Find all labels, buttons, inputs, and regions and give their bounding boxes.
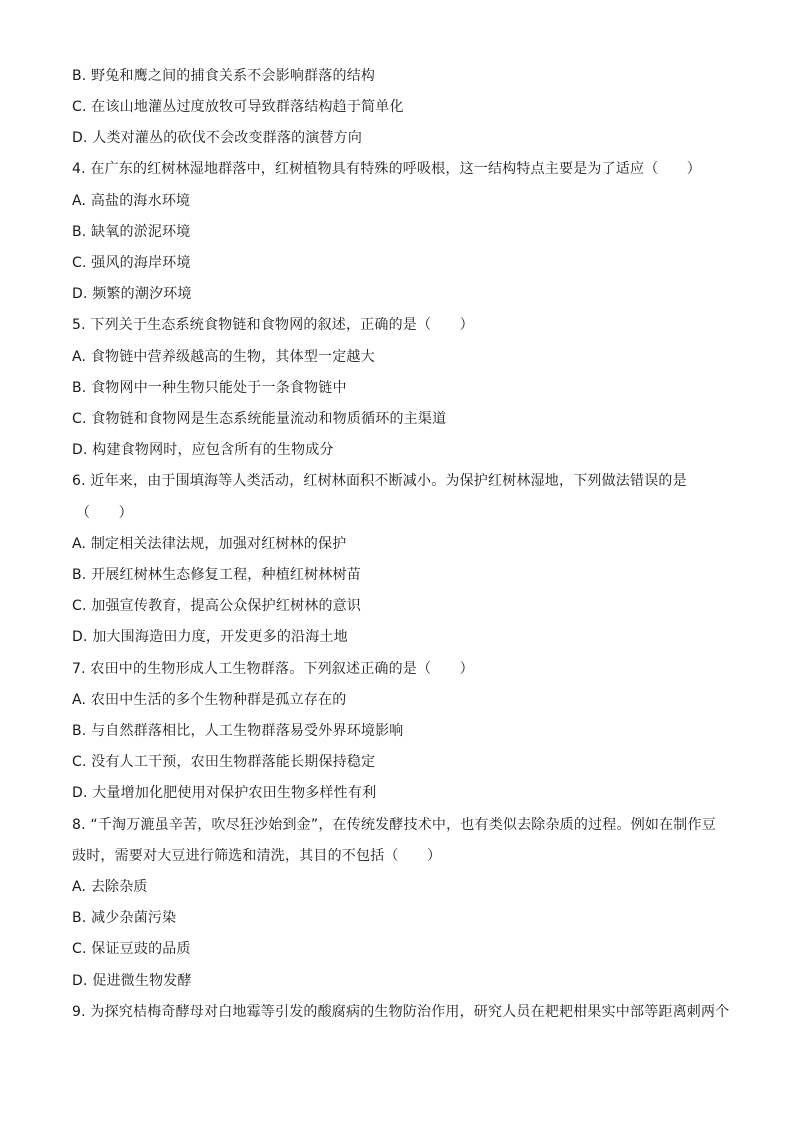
- option-8b: B. 减少杂菌污染: [72, 910, 177, 926]
- option-4d: D. 频繁的潮汐环境: [72, 286, 192, 302]
- option-7a: A. 农田中生活的多个生物种群是孤立存在的: [72, 692, 347, 708]
- option-6a: A. 制定相关法律法规，加强对红树林的保护: [72, 536, 347, 552]
- option-7c: C. 没有人工干预，农田生物群落能长期保持稳定: [72, 754, 376, 770]
- option-5d: D. 构建食物网时，应包含所有的生物成分: [72, 442, 334, 458]
- option-4a: A. 高盐的海水环境: [72, 193, 191, 209]
- option-8a: A. 去除杂质: [72, 879, 148, 895]
- option-5a: A. 食物链中营养级越高的生物，其体型一定越大: [72, 349, 375, 365]
- question-8-cont: 豉时，需要对大豆进行筛选和清洗，其目的不包括（ ）: [72, 848, 442, 864]
- question-8: 8. “千淘万漉虽辛苦，吹尽狂沙始到金”，在传统发酵技术中，也有类似去除杂质的过程。例如在制作豆: [72, 817, 716, 833]
- option-3b: B. 野兔和鹰之间的捕食关系不会影响群落的结构: [72, 68, 376, 84]
- option-3d: D. 人类对灌丛的砍伐不会改变群落的演替方向: [72, 130, 363, 146]
- question-7: 7. 农田中的生物形成人工生物群落。下列叙述正确的是（ ）: [72, 661, 474, 677]
- option-4c: C. 强风的海岸环境: [72, 255, 191, 271]
- option-6d: D. 加大围海造田力度，开发更多的沿海土地: [72, 629, 348, 645]
- question-5: 5. 下列关于生态系统食物链和食物网的叙述，正确的是（ ）: [72, 317, 474, 333]
- option-8d: D. 促进微生物发酵: [72, 973, 192, 989]
- question-4: 4. 在广东的红树林湿地群落中，红树植物具有特殊的呼吸根，这一结构特点主要是为了适应（ ）: [72, 161, 702, 177]
- option-7d: D. 大量增加化肥使用对保护农田生物多样性有利: [72, 785, 377, 801]
- option-3c: C. 在该山地灌丛过度放牧可导致群落结构趋于简单化: [72, 99, 404, 115]
- option-8c: C. 保证豆豉的品质: [72, 941, 191, 957]
- option-6c: C. 加强宣传教育，提高公众保护红树林的意识: [72, 598, 362, 614]
- option-5c: C. 食物链和食物网是生态系统能量流动和物质循环的主渠道: [72, 411, 447, 427]
- option-7b: B. 与自然群落相比，人工生物群落易受外界环境影响: [72, 723, 404, 739]
- option-6b: B. 开展红树林生态修复工程，种植红树林树苗: [72, 567, 361, 583]
- option-5b: B. 食物网中一种生物只能处于一条食物链中: [72, 380, 347, 396]
- option-4b: B. 缺氧的淤泥环境: [72, 224, 191, 240]
- question-9: 9. 为探究桔梅奇酵母对白地霉等引发的酸腐病的生物防治作用，研究人员在耙耙柑果实中部等距离刺两个: [72, 1004, 730, 1020]
- question-6: 6. 近年来，由于围填海等人类活动，红树林面积不断减小。为保护红树林湿地，下列做法错误的是: [72, 473, 687, 489]
- question-6-cont: （ ）: [76, 505, 133, 521]
